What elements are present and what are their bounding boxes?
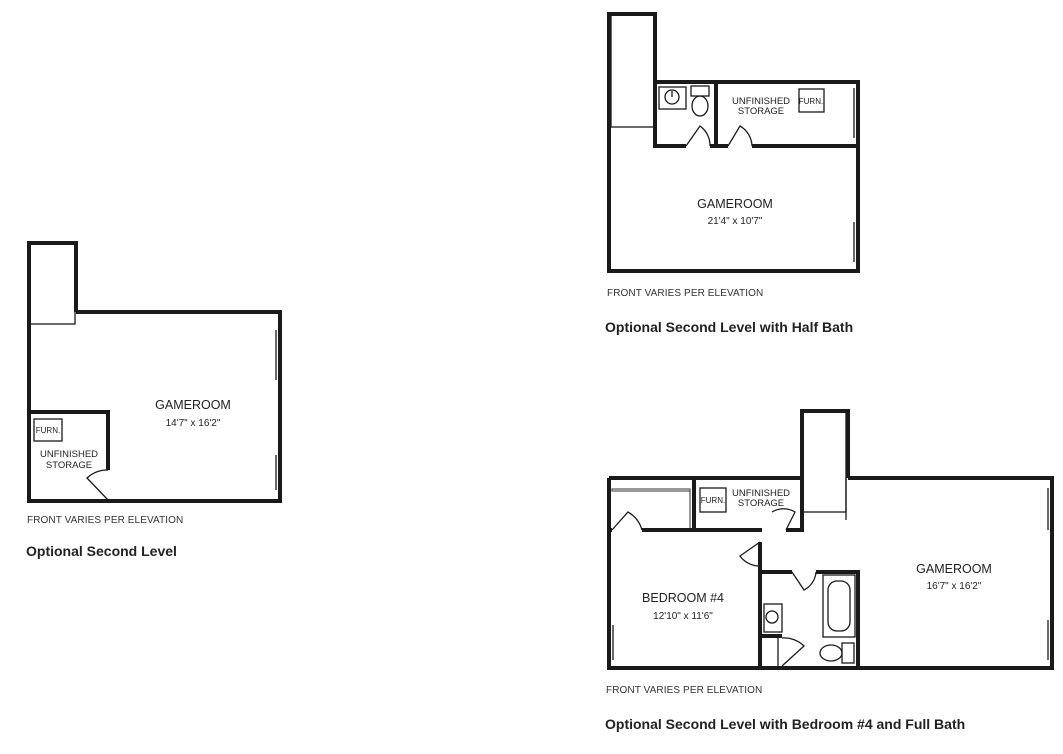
plan-1-furn-label: FURN. — [35, 426, 61, 435]
plan-3-stair — [802, 411, 848, 520]
plan-3-title: Optional Second Level with Bedroom #4 and Full Bath — [605, 716, 966, 732]
plan-2-gameroom-name: GAMEROOM — [697, 197, 773, 211]
plan-1-storage-line1: UNFINISHED — [39, 449, 99, 460]
plan-1-drawing — [29, 243, 280, 501]
plan-2-bath-door — [686, 126, 710, 146]
plan-3-storage-line2: STORAGE — [737, 498, 785, 509]
plan-2-toilet — [692, 96, 708, 116]
plan-2-storage-door — [728, 126, 752, 146]
plan-3-storage-line1: UNFINISHED — [731, 488, 791, 499]
plan-2-furn-label: FURN. — [798, 97, 824, 106]
plan-2-outer-wall — [609, 82, 858, 271]
plan-1-gameroom-name: GAMEROOM — [155, 398, 231, 412]
plan-2-storage-line1: UNFINISHED — [731, 96, 791, 107]
plan-3-closet-door — [612, 512, 642, 530]
plan-3-wc-door — [782, 638, 804, 666]
plan-3-toilet — [820, 645, 842, 661]
plan-3-toilet-tank — [842, 643, 854, 663]
plan-3-furn-label: FURN. — [700, 496, 726, 505]
plan-2-title: Optional Second Level with Half Bath — [605, 319, 854, 335]
plan-2-stair — [609, 14, 655, 140]
plan-3-bedroom-name: BEDROOM #4 — [642, 591, 724, 605]
plan-2-caption: FRONT VARIES PER ELEVATION — [607, 288, 764, 299]
plan-3-bedroom-door — [740, 542, 760, 566]
plan-2-drawing — [609, 14, 858, 271]
plan-3-drawing — [609, 411, 1052, 668]
plan-3-gameroom-name: GAMEROOM — [916, 562, 992, 576]
plan-1-gameroom-dims: 14'7" x 16'2" — [165, 418, 221, 429]
plan-1-storage-line2: STORAGE — [45, 460, 93, 471]
plan-3-storage-door — [772, 509, 795, 530]
plan-2-gameroom-dims: 21'4" x 10'7" — [707, 216, 763, 227]
plan-1-title: Optional Second Level — [26, 543, 177, 559]
plan-1-stair — [29, 243, 76, 324]
plan-3-bedroom-dims: 12'10" x 11'6" — [653, 611, 713, 622]
plan-3-caption: FRONT VARIES PER ELEVATION — [606, 685, 763, 696]
plan-1-caption: FRONT VARIES PER ELEVATION — [27, 515, 184, 526]
plan-1-storage-door — [87, 470, 108, 500]
plan-3-bath-door — [792, 572, 816, 590]
plan-2-toilet-tank — [691, 86, 709, 96]
plan-2-storage-line2: STORAGE — [737, 106, 785, 117]
plan-3-gameroom-dims: 16'7" x 16'2" — [926, 581, 982, 592]
